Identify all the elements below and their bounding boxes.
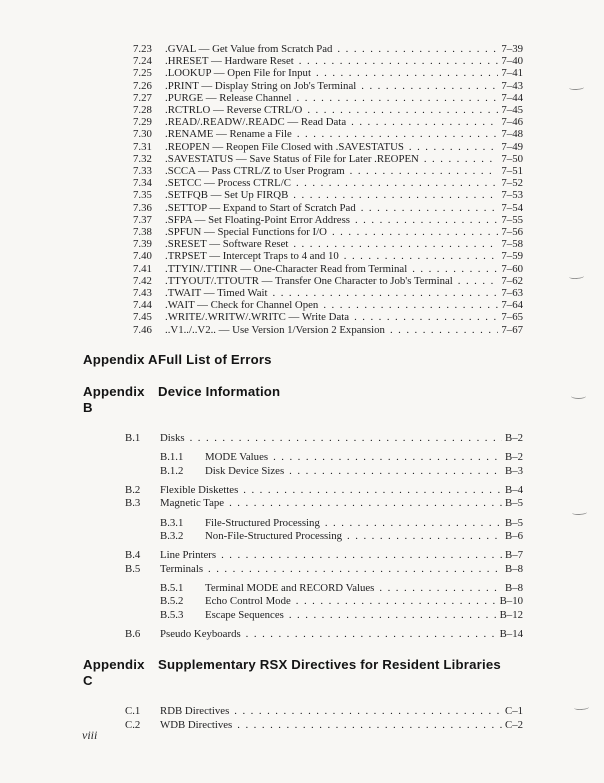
- appendix-heading: [83, 657, 523, 689]
- toc-entry-number: 7.45: [133, 311, 152, 324]
- dot-leader: [291, 177, 498, 189]
- appendix-label: Appendix B: [83, 383, 145, 415]
- toc-entry-title: Terminal MODE and RECORD Values: [205, 581, 375, 594]
- dot-leader: [291, 595, 497, 608]
- toc-entry-page: 7–39: [501, 43, 523, 55]
- toc-entry-number: 7.35: [133, 189, 152, 202]
- dot-leader: [349, 311, 498, 323]
- dot-leader: [346, 116, 498, 128]
- appendix-heading: [83, 384, 523, 416]
- toc-entry-title: .LOOKUP — Open File for Input: [165, 67, 311, 80]
- toc-entry: [133, 153, 523, 165]
- dot-leader: [284, 609, 497, 622]
- toc-entry-page: 7–52: [501, 177, 523, 190]
- toc-entry-page: 7–40: [501, 55, 523, 68]
- appendix-label: Appendix A: [83, 351, 158, 367]
- toc-entry-page: 7–43: [501, 79, 523, 92]
- toc-entry: [133, 275, 523, 287]
- toc-entry: [125, 595, 523, 608]
- toc-entry: [125, 497, 523, 510]
- toc-entry-title: .TWAIT — Timed Wait: [165, 287, 268, 300]
- toc-entry-page: B–6: [505, 529, 523, 542]
- toc-entry-group: [125, 517, 523, 544]
- dot-leader: [238, 484, 502, 497]
- toc-entry-number: 7.40: [133, 250, 152, 263]
- toc-entry-number: B.3: [125, 497, 141, 510]
- toc-entry: [133, 80, 523, 92]
- toc-entry-title: Disks: [160, 431, 185, 444]
- toc-entry: [133, 141, 523, 153]
- toc-entry-number: 7.23: [133, 43, 152, 55]
- toc-entry: [133, 214, 523, 226]
- toc-entry-number: 7.37: [133, 213, 152, 226]
- toc-entry-number: C.2: [125, 718, 141, 731]
- toc-entry-number: B.1.1: [160, 451, 184, 464]
- dot-leader: [327, 226, 498, 238]
- toc-entry-title: Line Printers: [160, 549, 217, 562]
- toc-entry-page: C–1: [505, 705, 523, 718]
- toc-entry-number: 7.28: [133, 104, 152, 117]
- toc-entry-number: 7.32: [133, 152, 152, 165]
- toc-entry: [133, 116, 523, 128]
- toc-entry-title: Non-File-Structured Processing: [205, 529, 343, 542]
- toc-entry: [125, 517, 523, 530]
- toc-entry: [133, 250, 523, 262]
- toc-entry: [133, 202, 523, 214]
- toc-entry-group: [125, 582, 523, 622]
- toc-entry-page: 7–63: [501, 287, 523, 300]
- toc-entry-page: 7–58: [501, 238, 523, 251]
- toc-entry: [125, 628, 523, 641]
- toc-entry-title: .SCCA — Pass CTRL/Z to User Program: [165, 165, 345, 178]
- dot-leader: [345, 165, 499, 177]
- toc-entry-title: Magnetic Tape: [160, 497, 225, 510]
- toc-entry-number: 7.30: [133, 128, 152, 141]
- toc-entry-page: 7–60: [501, 262, 523, 275]
- toc-entry-title: Terminals: [160, 562, 204, 575]
- toc-entry: [133, 165, 523, 177]
- toc-entry-number: B.5.2: [160, 595, 184, 608]
- appendix-title: Supplementary RSX Directives for Resident Libraries: [158, 657, 501, 673]
- dot-leader: [342, 530, 502, 543]
- toc-entry-title: Echo Control Mode: [205, 595, 291, 608]
- toc-entry-group: [125, 484, 523, 511]
- dot-leader: [320, 517, 502, 530]
- dot-leader: [311, 67, 498, 79]
- toc-entry-number: B.3.1: [160, 516, 184, 529]
- dot-leader: [216, 549, 502, 562]
- toc-entry-number: 7.36: [133, 201, 152, 214]
- toc-entry: [133, 189, 523, 201]
- dot-leader: [419, 153, 499, 165]
- dot-leader: [407, 263, 498, 275]
- dot-leader: [284, 465, 502, 478]
- toc-entry: [125, 451, 523, 464]
- toc-entry-number: 7.41: [133, 262, 152, 275]
- toc-entry-page: B–8: [505, 562, 523, 575]
- dot-leader: [294, 55, 499, 67]
- toc-entry-title: .HRESET — Hardware Reset: [165, 55, 294, 68]
- dot-leader: [332, 43, 498, 55]
- toc-entry-title: ..V1../..V2.. — Use Version 1/Version 2 Expansion: [165, 323, 385, 336]
- toc-entry-number: 7.34: [133, 177, 152, 190]
- toc-entry-page: 7–51: [501, 165, 523, 178]
- dot-leader: [292, 92, 499, 104]
- toc-entry-number: B.1.2: [160, 464, 184, 477]
- toc-entry-title: .SFPA — Set Floating-Point Error Address: [165, 213, 350, 226]
- toc-entry-number: 7.27: [133, 91, 152, 104]
- toc-entry-page: 7–48: [501, 128, 523, 141]
- toc-entry-number: 7.24: [133, 55, 152, 68]
- toc-entry-page: B–7: [505, 549, 523, 562]
- toc-entry-page: 7–44: [501, 91, 523, 104]
- dot-leader: [302, 104, 498, 116]
- toc-entry: [125, 719, 523, 732]
- toc-entry-number: B.5.3: [160, 608, 184, 621]
- toc-entry: [125, 530, 523, 543]
- dot-leader: [288, 238, 498, 250]
- toc-entry: [133, 67, 523, 79]
- toc-entry-group: [125, 451, 523, 478]
- appendix-sections: [0, 352, 604, 732]
- toc-entry-title: MODE Values: [205, 451, 269, 464]
- toc-entry-number: 7.42: [133, 274, 152, 287]
- toc-entry: [133, 287, 523, 299]
- toc-entry-title: .TTYOUT/.TTOUTR — Transfer One Character to Job's Terminal: [165, 274, 453, 287]
- toc-entry-title: .PRINT — Display String on Job's Terminal: [165, 79, 357, 92]
- dot-leader: [292, 128, 499, 140]
- toc-entry-page: B–5: [505, 497, 523, 510]
- toc-entry-title: .PURGE — Release Channel: [165, 91, 292, 104]
- scan-artifact-mark: [571, 393, 586, 399]
- toc-entry-number: B.5: [125, 562, 141, 575]
- toc-entry-number: 7.26: [133, 79, 152, 92]
- dot-leader: [185, 432, 502, 445]
- toc-entry: [125, 563, 523, 576]
- toc-entry-title: Flexible Diskettes: [160, 483, 239, 496]
- toc-entry-number: 7.38: [133, 226, 152, 239]
- toc-entry: [133, 324, 523, 336]
- toc-entry-title: WDB Directives: [160, 718, 233, 731]
- toc-entry: [133, 299, 523, 311]
- toc-entry: [133, 177, 523, 189]
- toc-entry: [125, 705, 523, 718]
- toc-entry-page: 7–67: [501, 323, 523, 336]
- toc-entry-title: .WRITE/.WRITW/.WRITC — Write Data: [165, 311, 350, 324]
- appendix-entry-list: [125, 432, 523, 641]
- toc-entry-page: 7–53: [501, 189, 523, 202]
- toc-entry-page: 7–65: [501, 311, 523, 324]
- toc-entry-page: B–10: [499, 595, 523, 608]
- dot-leader: [350, 214, 498, 226]
- toc-entry-page: 7–59: [501, 250, 523, 263]
- toc-entry-number: B.1: [125, 431, 141, 444]
- toc-entry-page: 7–46: [501, 116, 523, 129]
- dot-leader: [404, 141, 499, 153]
- appendix-title: Device Information: [158, 383, 281, 399]
- toc-entry-number: 7.44: [133, 299, 152, 312]
- appendix-section: [83, 384, 523, 641]
- toc-entry: [133, 263, 523, 275]
- toc-entry-number: 7.43: [133, 287, 152, 300]
- toc-entry-group: [125, 549, 523, 576]
- toc-entry: [125, 465, 523, 478]
- toc-entry-number: 7.25: [133, 67, 152, 80]
- dot-leader: [356, 80, 498, 92]
- dot-leader: [203, 563, 502, 576]
- toc-entry-title: File-Structured Processing: [205, 516, 320, 529]
- toc-entry-title: .SETFQB — Set Up FIRQB: [165, 189, 289, 202]
- toc-entry: [133, 55, 523, 67]
- toc-entry: [133, 238, 523, 250]
- chapter7-toc-list: [133, 43, 523, 336]
- toc-entry-group: [125, 705, 523, 732]
- appendix-section: [83, 657, 523, 732]
- dot-leader: [229, 705, 502, 718]
- toc-entry-number: 7.39: [133, 238, 152, 251]
- toc-entry: [133, 128, 523, 140]
- toc-entry-number: 7.29: [133, 116, 152, 129]
- toc-entry-page: 7–45: [501, 104, 523, 117]
- toc-entry-page: 7–62: [501, 274, 523, 287]
- toc-entry-title: .TTYIN/.TTINR — One-Character Read from Terminal: [165, 262, 408, 275]
- toc-entry-number: B.4: [125, 549, 141, 562]
- toc-entry-page: B–3: [505, 464, 523, 477]
- toc-entry-title: .TRPSET — Intercept Traps to 4 and 10: [165, 250, 339, 263]
- dot-leader: [288, 189, 498, 201]
- toc-entry-page: B–2: [505, 451, 523, 464]
- toc-entry-title: Pseudo Keyboards: [160, 628, 241, 640]
- dot-leader: [385, 324, 498, 336]
- page-number-folio: viii: [82, 728, 98, 742]
- toc-entry-title: .GVAL — Get Value from Scratch Pad: [165, 43, 333, 55]
- toc-entry-title: .SETTOP — Expand to Start of Scratch Pad: [165, 201, 356, 214]
- toc-entry-page: 7–41: [501, 67, 523, 80]
- toc-entry-page: B–2: [505, 431, 523, 444]
- dot-leader: [374, 582, 502, 595]
- toc-entry-page: B–8: [505, 581, 523, 594]
- toc-entry-page: 7–64: [501, 299, 523, 312]
- toc-entry-title: RDB Directives: [160, 705, 230, 718]
- toc-entry: [133, 92, 523, 104]
- toc-entry-number: B.3.2: [160, 529, 184, 542]
- toc-entry-page: 7–55: [501, 213, 523, 226]
- dot-leader: [232, 719, 502, 732]
- toc-entry-page: 7–49: [501, 140, 523, 153]
- toc-entry-title: .READ/.READW/.READC — Read Data: [165, 116, 347, 129]
- toc-entry-number: 7.33: [133, 165, 152, 178]
- toc-entry: [125, 549, 523, 562]
- toc-entry-number: B.6: [125, 628, 141, 640]
- toc-entry-title: Disk Device Sizes: [205, 464, 285, 477]
- toc-entry-page: B–14: [499, 628, 523, 640]
- toc-entry-group: [125, 628, 523, 641]
- toc-entry-number: B.5.1: [160, 581, 184, 594]
- appendix-heading: [83, 352, 523, 368]
- dot-leader: [339, 250, 499, 262]
- toc-entry-title: .WAIT — Check for Channel Open: [165, 299, 319, 312]
- toc-entry: [133, 104, 523, 116]
- toc-entry-number: 7.31: [133, 140, 152, 153]
- toc-entry: [133, 43, 523, 55]
- toc-entry-title: Escape Sequences: [205, 608, 284, 621]
- dot-leader: [356, 202, 499, 214]
- toc-entry-title: .SAVESTATUS — Save Status of File for Later .REOPEN: [165, 152, 419, 165]
- toc-entry: [125, 484, 523, 497]
- toc-entry-page: B–5: [505, 516, 523, 529]
- toc-entry-page: B–4: [505, 483, 523, 496]
- toc-entry-page: 7–56: [501, 226, 523, 239]
- toc-entry: [125, 582, 523, 595]
- toc-entry-title: .SRESET — Software Reset: [165, 238, 289, 251]
- dot-leader: [318, 299, 498, 311]
- toc-entry-title: .SETCC — Process CTRL/C: [165, 177, 291, 190]
- toc-entry: [133, 226, 523, 238]
- toc-entry-page: 7–54: [501, 201, 523, 214]
- toc-entry-number: 7.46: [133, 323, 152, 336]
- toc-entry: [125, 609, 523, 622]
- toc-entry-title: .REOPEN — Reopen File Closed with .SAVESTATUS: [165, 140, 404, 153]
- appendix-entry-list: [125, 705, 523, 732]
- toc-entry-page: 7–50: [501, 152, 523, 165]
- toc-entry: [125, 432, 523, 445]
- appendix-section: [83, 352, 523, 368]
- appendix-title: Full List of Errors: [158, 351, 272, 367]
- toc-entry-title: .SPFUN — Special Functions for I/O: [165, 226, 327, 239]
- toc-entry-group: [125, 432, 523, 445]
- toc-entry: [133, 311, 523, 323]
- toc-entry-number: C.1: [125, 705, 141, 718]
- dot-leader: [241, 628, 497, 641]
- toc-entry-title: .RENAME — Rename a File: [165, 128, 292, 141]
- toc-entry-page: B–12: [499, 608, 523, 621]
- dot-leader: [224, 497, 502, 510]
- dot-leader: [453, 275, 499, 287]
- dot-leader: [268, 287, 499, 299]
- toc-entry-number: B.2: [125, 483, 141, 496]
- toc-entry-title: .RCTRLO — Reverse CTRL/O: [165, 104, 303, 117]
- dot-leader: [268, 451, 502, 464]
- toc-entry-page: C–2: [505, 718, 523, 731]
- appendix-label: Appendix C: [83, 657, 145, 689]
